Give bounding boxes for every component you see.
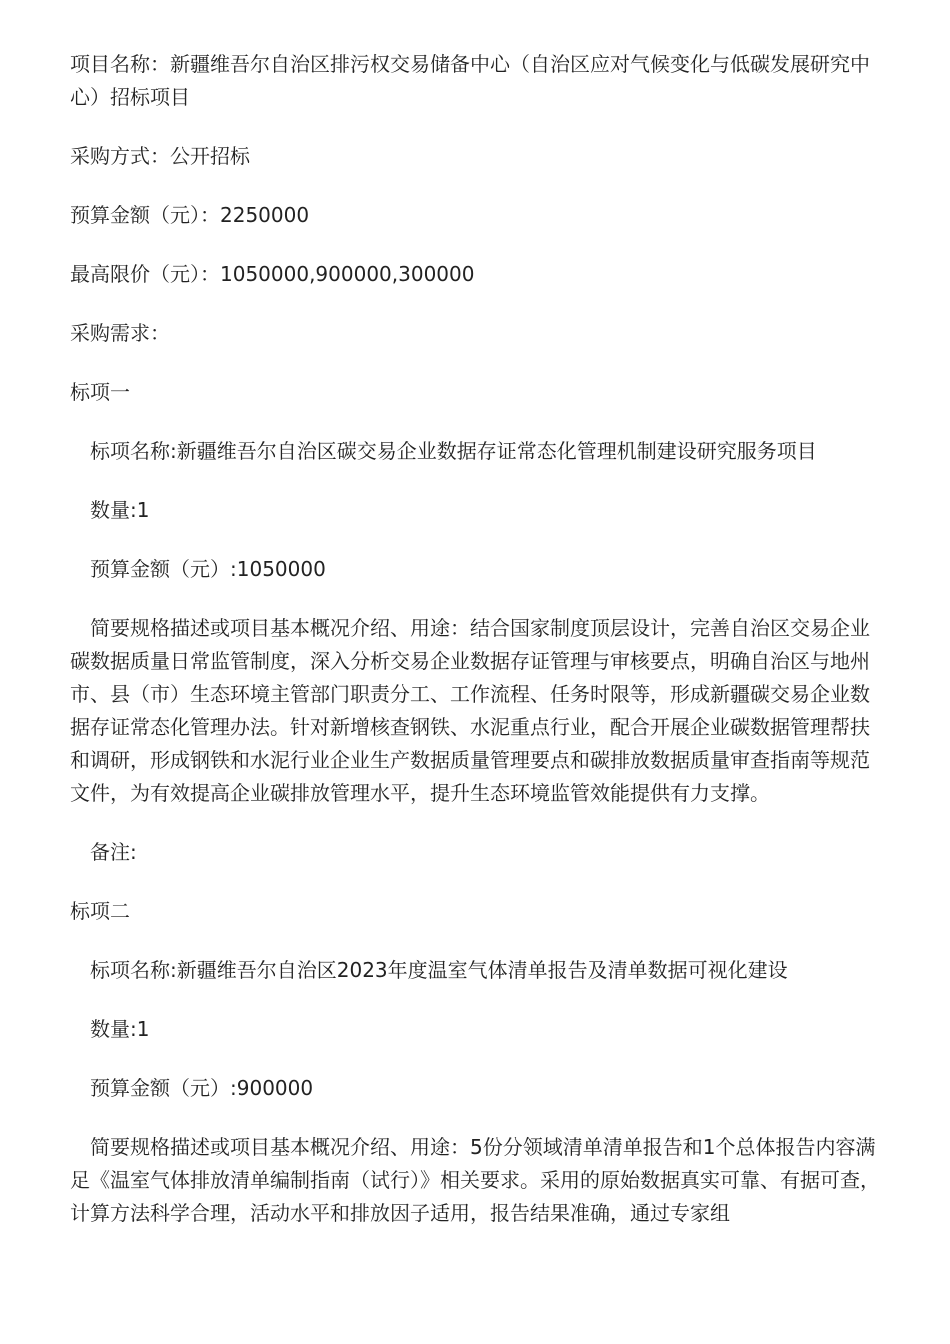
max-price-label: 最高限价（元）： (70, 262, 220, 286)
lot-name-value: 新疆维吾尔自治区碳交易企业数据存证常态化管理机制建设研究服务项目 (176, 439, 817, 463)
lot-quantity-label: 数量: (90, 1017, 137, 1041)
lot-1-title: 标项一 (70, 380, 130, 404)
lot-budget-value: 900000 (236, 1076, 314, 1100)
budget-value: 2250000 (220, 203, 310, 227)
lot-description-label: 简要规格描述或项目基本概况介绍、用途： (90, 1135, 470, 1159)
lot-1-description (70, 612, 882, 810)
document-body (70, 48, 882, 1256)
procurement-method-label: 采购方式： (70, 144, 170, 168)
lot-name-value: 新疆维吾尔自治区2023年度温室气体清单报告及清单数据可视化建设 (176, 958, 788, 982)
lot-description-value: 结合国家制度顶层设计，完善自治区交易企业碳数据质量日常监管制度，深入分析交易企业数据存证管理与审核要点，明确自治区与地州市、县（市）生态环境主管部门职责分工、工作流程、任务时限等，形成新疆碳交易企业数据存证常态化管理办法。针对新增核查钢铁、水泥重点行业，配合开展企业碳数据管理帮扶和调研，形成钢铁和水泥行业企业生产数据质量管理要点和碳排放数据质量审查指南等规范文件，为有效提高企业碳排放管理水平，提升生态环境监管效能提供有力支撑。 (70, 616, 870, 805)
lot-budget-label: 预算金额（元）: (90, 1076, 237, 1100)
lot-name-label: 标项名称: (90, 439, 177, 463)
lot-quantity-label: 数量: (90, 498, 137, 522)
lot-1-note: 备注: (90, 840, 137, 864)
procurement-method-value: 公开招标 (170, 144, 250, 168)
budget-line (70, 199, 882, 232)
lot-budget-value: 1050000 (236, 557, 326, 581)
lot-2-quantity-line (70, 1013, 882, 1046)
lot-1-quantity-line (70, 494, 882, 527)
procurement-method-line (70, 140, 882, 173)
lot-2-budget-line (70, 1072, 882, 1105)
lot-budget-label: 预算金额（元）: (90, 557, 237, 581)
lot-quantity-value: 1 (136, 498, 150, 522)
requirements-heading: 采购需求： (70, 321, 170, 345)
lot-description-value: 5份分领域清单清单报告和1个总体报告内容满足《温室气体排放清单编制指南（试行）》相关要求。采用的原始数据真实可靠、有据可查，计算方法科学合理，活动水平和排放因子适用，报告结果准确，通过专家组 (70, 1135, 880, 1225)
lot-description-label: 简要规格描述或项目基本概况介绍、用途： (90, 616, 470, 640)
project-name-line (70, 48, 882, 114)
lot-quantity-value: 1 (136, 1017, 150, 1041)
max-price-line (70, 258, 882, 291)
lot-name-label: 标项名称: (90, 958, 177, 982)
lot-2-title: 标项二 (70, 899, 130, 923)
lot-1-budget-line (70, 553, 882, 586)
lot-1-name-line (70, 435, 882, 468)
lot-2-description (70, 1131, 882, 1230)
max-price-value: 1050000,900000,300000 (220, 262, 475, 286)
lot-2-name-line (70, 954, 882, 987)
budget-label: 预算金额（元）： (70, 203, 220, 227)
project-name-label: 项目名称： (70, 52, 170, 76)
project-name-value: 新疆维吾尔自治区排污权交易储备中心（自治区应对气候变化与低碳发展研究中心）招标项目 (70, 52, 870, 109)
